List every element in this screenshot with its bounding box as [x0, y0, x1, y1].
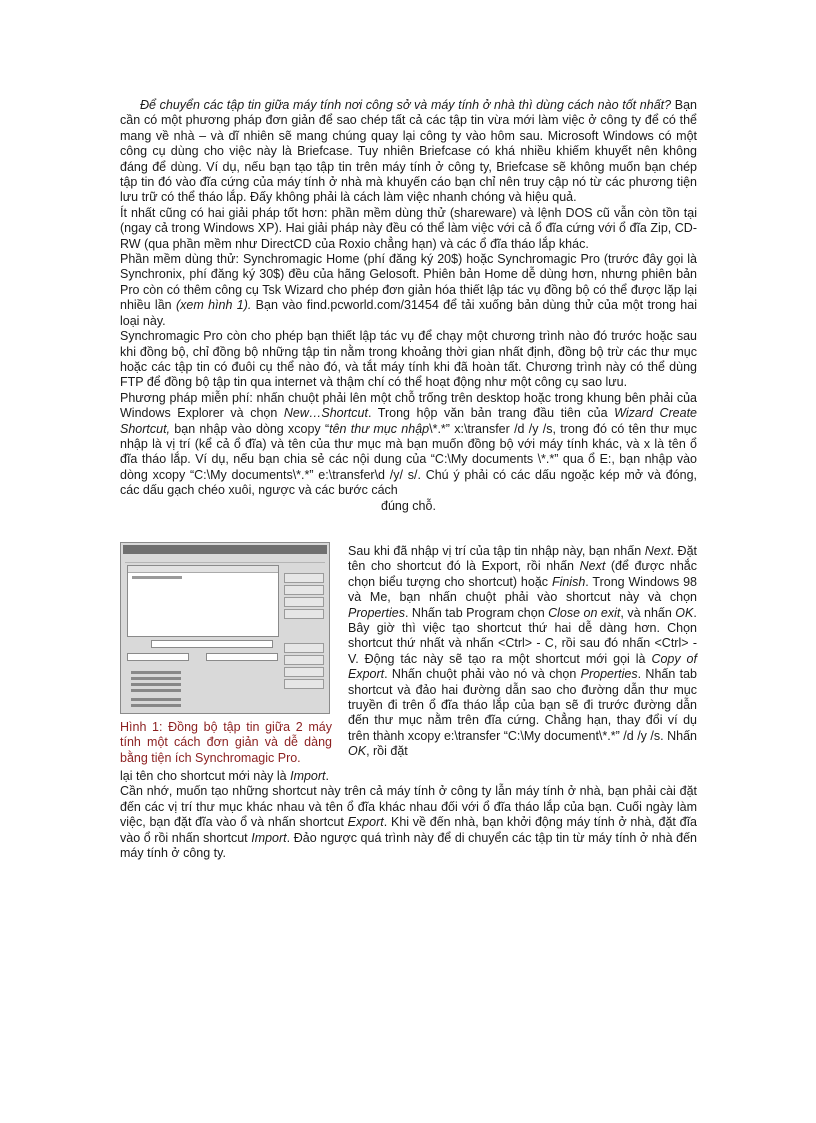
next-term-2: Next — [579, 559, 606, 574]
import-text-c: . Nhấn tab shortcut và đảo hai đường dẫn sao cho đường dẫn thư mục truyền đi trên ổ đĩa tháo lắp của bạn sẽ đi trước đường dẫn đến thư mục nằm trên đĩa cứng. Chẳng hạn, thay đổi ví dụ trên thành xcopy e:\transfer “C:\My document\*.*” /d /y /s. Nhấn — [348, 667, 697, 743]
shareware-text-b: Bạn vào find.pcworld.com/31454 để tải xuống bản dùng thử của một trong hai loại này. — [120, 298, 697, 328]
export-text-b: . Đặt tên cho shortcut đó là Export, rồi nhấn — [348, 543, 697, 574]
figure-row — [120, 532, 697, 769]
free-text-a: Phương pháp miễn phí: nhấn chuột phải lên một chỗ trống trên desktop hoặc trong khung bên phải của Windows Explorer và chọn — [120, 390, 697, 421]
import-text-a: Bây giờ thì việc tạo shortcut thứ hai dễ dàng hơn. Chọn shortcut thứ nhất và nhấn <Ctrl> - C, rồi sau đó nhấn <Ctrl> - V. Động tác này sẽ tạo ra một shortcut mới gọi là — [348, 621, 697, 666]
close-on-exit-term: Close on exit — [548, 605, 621, 620]
export-text-e: . Nhấn tab Program chọn — [404, 605, 549, 620]
ok-term-2: OK — [348, 744, 367, 759]
export-text-c: (để được nhắc chọn biểu tượng cho shortcut) hoặc — [348, 559, 698, 589]
figure-reference: (xem hình 1). — [175, 298, 252, 313]
import-text-d: , rồi đặt — [366, 744, 408, 759]
free-text-d: \*.*” x:\transfer /d /y /s, trong đó có tên thư mục nhập là vị trí (kể cả ổ đĩa) và tên của thư mục mà bạn muốn đồng bộ với máy tính khác, và x là tên ổ đĩa tháo lắp. Ví dụ, nếu bạn chia sẻ các nội dung của “C:\My documents \*.*” qua ổ E:, bạn nhập vào dòng xcopy “C:\My documents\*.*” e:\transfer\d /y/ s/. Chú ý phải có các dấu ngoặc kép mở và đóng, các dấu gạch chéo xuôi, ngược và các bước cách — [120, 421, 697, 498]
right-column — [348, 544, 697, 760]
reminder-text-c: . Đảo ngược quá trình này để di chuyển các tập tin từ máy tính ở nhà đến máy tính ở công ty. — [120, 830, 697, 860]
free-text-c: bạn nhập vào dòng xcopy “ — [170, 421, 330, 436]
folder-term: tên thư mục nhập — [329, 421, 430, 436]
export-text-f: , và nhấn — [620, 605, 676, 620]
reminder-text-b: . Khi về đến nhà, bạn khởi động máy tính ở nhà, đặt đĩa vào ổ rồi nhấn shortcut — [120, 815, 697, 845]
copy-of-export-term: Copy of Export — [348, 651, 697, 682]
synchromagic-screenshot — [120, 542, 330, 714]
paragraph-pro-features: Synchromagic Pro còn cho phép bạn thiết lập tác vụ để chạy một chương trình nào đó trước hoặc sau khi đồng bộ, chỉ đồng bộ những tập tin nằm trong khoảng thời gian nhất định, đồng bộ trừ các thư mục hoặc các tập tin có đuôi cụ thể nào đó, và tắt máy tính khi đã hoàn tất. Chương trình này có thể dùng FTP để đồng bộ tập tin qua internet và thậm chí có thể hoạt động như một công cụ sao lưu. — [120, 329, 697, 390]
intro-body: Bạn cần có một phương pháp đơn giản để sao chép tất cả các tập tin vừa mới làm việc ở công ty để có thể mang về nhà – và dĩ nhiên sẽ mang chúng quay lại công ty vào hôm sau. Microsoft Windows có một công cụ dùng cho việc này là Briefcase. Tuy nhiên Briefcase có khá nhiều khiếm khuyết nên không đáng để dùng. Ví dụ, nếu bạn tạo tập tin trên máy tính ở công ty, Briefcase sẽ không muốn bạn chép tập tin đó vào đĩa cứng của máy tính ở nhà mà khuyến cáo bạn chỉ nên truy cập nó từ các phương tiện lưu trữ có thể tháo lắp. Đấy không phải là cách làm việc nhanh chóng và hiệu quả. — [120, 98, 697, 205]
new-shortcut-term: New…Shortcut — [283, 406, 368, 421]
ok-term: OK — [675, 605, 694, 620]
paragraph-shareware — [120, 252, 697, 329]
import-term-2: Import — [251, 830, 287, 845]
finish-term: Finish — [551, 574, 586, 589]
next-term: Next — [644, 543, 671, 558]
export-text-d: . Trong Windows 98 và Me, bạn nhấn chuột phải vào shortcut này và chọn — [348, 574, 698, 605]
import-term: Import — [290, 768, 326, 783]
paragraph-intro — [120, 98, 697, 206]
paragraph-rename-tail — [120, 769, 697, 784]
paragraph-import-shortcut — [348, 621, 697, 760]
properties-term: Properties — [348, 605, 405, 620]
rename-text-b: . — [325, 768, 330, 783]
shareware-text-a: Phần mềm dùng thử: Synchromagic Home (phí đăng ký 20$) hoặc Synchromagic Pro (trước đây gọi là Synchronix, phí đăng ký 30$) đều của hãng Gelosoft. Phiên bản Home dễ dùng hơn, nhưng phiên bản Pro còn có thêm công cụ Tsk Wizard cho phép đơn giản hóa thiết lập tác vụ đồng bộ có thể được lặp lại nhiều lần — [120, 252, 697, 313]
export-term: Export — [347, 815, 384, 830]
figure-caption: Hình 1: Đồng bộ tập tin giữa 2 máy tính một cách đơn giản và dễ dàng bằng tiện ích Synchromagic Pro. — [120, 719, 332, 765]
wizard-term: Wizard Create Shortcut, — [120, 406, 698, 436]
free-method-tail: đúng chỗ. — [381, 498, 436, 513]
rename-text-a: lại tên cho shortcut mới này là — [120, 768, 291, 783]
import-text-b: . Nhấn chuột phải vào nó và chọn — [384, 667, 581, 682]
figure-1 — [120, 542, 335, 766]
export-text-g: . — [693, 605, 697, 620]
paragraph-free-method — [120, 391, 697, 499]
paragraph-export-shortcut — [348, 544, 697, 621]
paragraph-reminder — [120, 784, 697, 861]
paragraph-solutions: Ít nhất cũng có hai giải pháp tốt hơn: phần mềm dùng thử (shareware) và lệnh DOS cũ vẫn còn tồn tại (ngay cả trong Windows XP). Hai giải pháp này đều có thể làm việc với cả ổ đĩa cứng với ổ đĩa Zip, CD-RW (qua phần mềm như DirectCD của Roxio chẳng hạn) và các ổ đĩa tháo lắp khác. — [120, 205, 697, 251]
reminder-text-a: Cần nhớ, muốn tạo những shortcut này trên cả máy tính ở công ty lẫn máy tính ở nhà, bạn phải cài đặt đến các vị trí thư mục khác nhau và tên ổ đĩa khác nhau đối với ổ đĩa tháo lắp của bạn. Cuối ngày làm việc, bạn đặt đĩa vào ổ và nhấn shortcut — [120, 784, 697, 830]
document-page — [120, 98, 697, 861]
free-text-b: . Trong hộp văn bản trang đầu tiên của — [367, 406, 615, 421]
export-text-a: Sau khi đã nhập vị trí của tập tin nhập này, bạn nhấn — [348, 543, 645, 558]
intro-question: Để chuyển các tập tin giữa máy tính nơi công sở và máy tính ở nhà thì dùng cách nào tốt nhất? — [140, 98, 672, 112]
properties-term-2: Properties — [580, 667, 638, 682]
